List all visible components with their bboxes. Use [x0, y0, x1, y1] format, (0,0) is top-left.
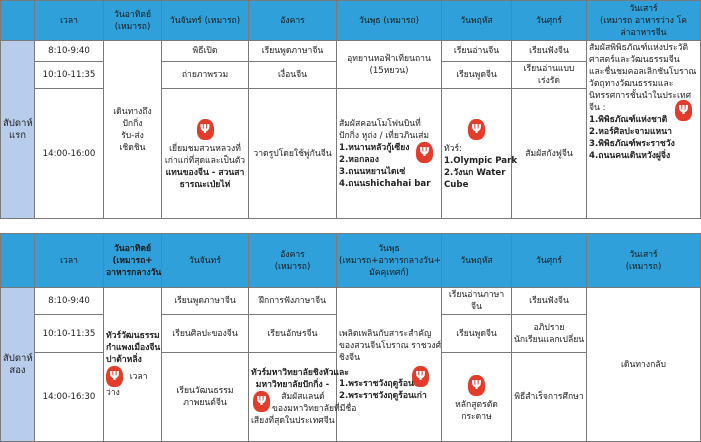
- week2-table: [0, 233, 701, 442]
- week1-saturday-cell: สัมผัสพิพิธภัณฑ์แห่งประวัติ ศาสตร์และวัฒนธรรมจีน และชื่นชมคอลเลิกชันโบราณ วัตถุทางวัฒนธรรมและ นิทรรศการชั้นนำในประเทศ จีน : Ψ 1.พิพิธภัณฑ์แห่งชาติ 2.หอร์ศิลปะจามแหนา 3.พิพิธภัณฑ์พระราชวัง 4.ถนนคนเดินหวังฝูจิ่ง: [587, 41, 701, 219]
- logo-icon: Ψ: [412, 366, 429, 387]
- week2-time-slot-1: 8:10-9:40: [35, 288, 104, 315]
- week2-monday-slot-3: เรียนวัฒนธรรม ภาพยนต์จีน: [162, 353, 249, 442]
- week1-thursday-slot-2: เรียนพูดจีน: [442, 62, 512, 89]
- week1-time-slot-1: 8:10-9:40: [35, 41, 104, 62]
- logo-icon: Ψ: [468, 119, 485, 140]
- week2-header-tuesday: อังคาร (เหมารถ): [249, 234, 337, 288]
- week1-tuesday-slot-1: เรียนพูดภาษาจีน: [249, 41, 337, 62]
- week1-header-saturday: วันเสาร์ (เหมารถ อาหารว่าง โค ล่าอาหารจีน: [587, 1, 701, 41]
- week2-header-thursday: วันพฤหัส: [442, 234, 512, 288]
- week2-tuesday-slot-1: ฝึกการฟังภาษาจีน: [249, 288, 337, 315]
- week1-time-slot-3: 14:00-16:00: [35, 89, 104, 219]
- week1-thursday-slot-1: เรียนอ่านจีน: [442, 41, 512, 62]
- week1-header-wednesday: วันพุธ (เหมารถ): [337, 1, 442, 41]
- week1-table: [0, 0, 701, 219]
- week2-thursday-slot-2: เรียนพูดจีน: [442, 315, 512, 353]
- logo-icon: Ψ: [416, 142, 433, 163]
- week1-friday-slot-1: เรียนฟังจีน: [512, 41, 587, 62]
- week1-header-monday: วันจันทร์ (เหมารถ): [162, 1, 249, 41]
- logo-icon: Ψ: [106, 366, 123, 387]
- week2-friday-slot-3: พิธีสำเร็จการศึกษา: [512, 353, 587, 442]
- week1-tuesday-slot-3: วาดรูปโดยใช้พู่กันจีน: [249, 89, 337, 219]
- week1-friday-slot-2: เรียนอ่านแบบเร่งรัด: [512, 62, 587, 89]
- week2-header-friday: วันศุกร์: [512, 234, 587, 288]
- week2-monday-slot-1: เรียนพูดภาษาจีน: [162, 288, 249, 315]
- week2-header-sunday: วันอาทิตย์ (เหมารถ+ อาหารกลางวัน: [104, 234, 162, 288]
- logo-icon: Ψ: [197, 119, 214, 140]
- week2-side-label: สัปดาห์ สอง: [1, 288, 35, 442]
- week1-header-sunday: วันอาทิตย์ (เหมารถ): [104, 1, 162, 41]
- week2-time-slot-3: 14:00-16:30: [35, 353, 104, 442]
- week1-side-label: สัปดาห์ แรก: [1, 41, 35, 219]
- week1-wednesday-afternoon: สัมผัสคอนโมโฟนบินที่ ปักกิ่ง หูถ่ง / เที่ยวภินเส่ม Ψ 1.หนานหลัวกู้เซียง 2.หอกลอง 3.ถนนหยานไตเซ่ 4.ถนนshichahai bar: [337, 89, 442, 219]
- week2-header-time: เวลา: [35, 234, 104, 288]
- logo-icon: Ψ: [468, 375, 485, 396]
- week2-wednesday-cell: เพลิดเพลินกับสาระสำคัญ ของสวนจีนโบราณ ราชวงศ์ ชิงจีน Ψ 1.พระราชวังฤดูร้อน 2.พระราชวังฤดูร้อนเก่า: [337, 288, 442, 442]
- week1-monday-slot-2: ถ่ายภาพรวม: [162, 62, 249, 89]
- week1-header-friday: วันศุกร์: [512, 1, 587, 41]
- week1-header-thursday: วันพฤหัส: [442, 1, 512, 41]
- week2-tuesday-slot-3: ทัวร์มหาวิทยาลัยชิงหัวและ มหาวิทยาลัยปักกิ่ง - Ψ สัมผัสแลนด์ ของมหาวิทยาลัยที่มีชื่อ เสียงที่สุดในประเทศจีน: [249, 353, 337, 442]
- week1-header-time: เวลา: [35, 1, 104, 41]
- week1-wednesday-morning: อุทยานหอฟ้าเทียนถาน (15หยวน): [337, 41, 442, 89]
- week2-thursday-slot-1: เรียนอ่านภาษาจีน: [442, 288, 512, 315]
- logo-icon: Ψ: [675, 100, 692, 121]
- week1-friday-slot-3: สัมผัสกังฟูจีน: [512, 89, 587, 219]
- week1-tuesday-slot-2: เงื่อนจีน: [249, 62, 337, 89]
- logo-icon: Ψ: [253, 391, 270, 412]
- week1-monday-slot-3: Ψ เยี่ยมชมสวนหลวงที่ เก่าแก่ที่สุดและเป็นตัว แทนของจีน - สวนสา ธารณะเป่ยไห่: [162, 89, 249, 219]
- week2-header-wednesday: วันพุธ (เหมารถ+อาหารกลางวัน+ มัคคุเทศก์): [337, 234, 442, 288]
- week1-thursday-slot-3: Ψ ทัวร์: 1.Olympic Park 2.วังนก Water Cube: [442, 89, 512, 219]
- week2-friday-slot-1: เรียนฟังจีน: [512, 288, 587, 315]
- week1-corner-cell: [1, 1, 35, 41]
- week2-friday-slot-2: อภิปราย นักเรียนแลกเปลี่ยน: [512, 315, 587, 353]
- week1-sunday-cell: เดินทางถึง ปักกิ่ง รับ-ส่ง เชิดชิน: [104, 41, 162, 219]
- week2-tuesday-slot-2: เรียนอักษรจีน: [249, 315, 337, 353]
- week1-header-tuesday: อังคาร: [249, 1, 337, 41]
- week2-saturday-cell: เดินทางกลับ: [587, 288, 701, 442]
- week2-header-monday: วันจันทร์: [162, 234, 249, 288]
- week2-monday-slot-2: เรียนศิลปะของจีน: [162, 315, 249, 353]
- week1-monday-slot-1: พิธีเปิด: [162, 41, 249, 62]
- week1-time-slot-2: 10:10-11:35: [35, 62, 104, 89]
- week2-time-slot-2: 10:10-11:35: [35, 315, 104, 353]
- week2-header-saturday: วันเสาร์ (เหมารถ): [587, 234, 701, 288]
- week2-sunday-cell: ทัวร์วัฒนธรรม กำแพงเมืองจีน ปาต้าหลิ่ง Ψ เวลาว่าง: [104, 288, 162, 442]
- week2-corner-cell: [1, 234, 35, 288]
- week2-thursday-slot-3: Ψ หลักสูตรตัด กระดาษ: [442, 353, 512, 442]
